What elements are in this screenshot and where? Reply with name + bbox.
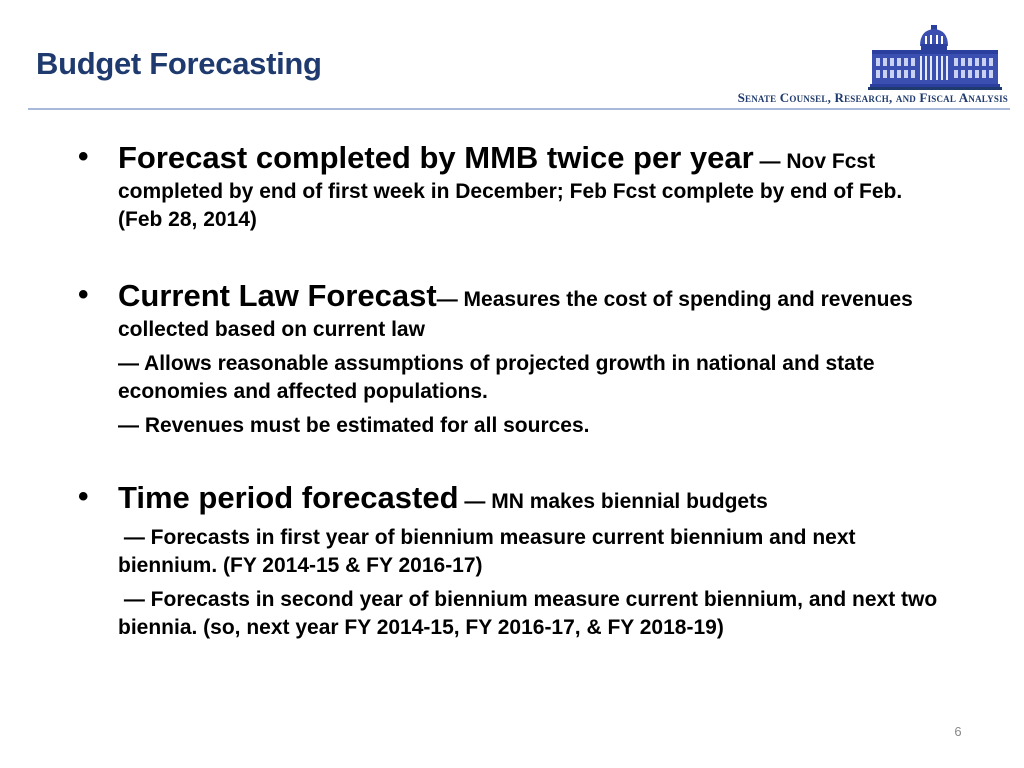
bullet-icon: • — [78, 480, 89, 513]
bullet-icon: • — [78, 278, 89, 311]
bullet-text: — MN makes biennial budgets — [458, 490, 768, 513]
page-number: 6 — [954, 724, 962, 739]
bullet-text: — Nov Fcst completed by end of first week in December; Feb Fcst complete by end of Feb. (Feb 28, 2014) — [118, 150, 903, 231]
slide-body — [78, 138, 948, 642]
bullet-item — [78, 276, 948, 440]
bullet-icon: • — [78, 140, 89, 173]
sub-point: — Forecasts in first year of biennium measure current biennium and next biennium. (FY 2014-15 & FY 2016-17) — [118, 526, 862, 577]
sub-point: — Revenues must be estimated for all sources. — [118, 414, 590, 437]
capitol-building-icon — [868, 22, 1002, 90]
bullet-lead: Current Law Forecast — [118, 278, 437, 313]
bullet-item — [78, 478, 948, 642]
bullet-text: — Measures the cost of spending and revenues collected based on current law — [118, 288, 913, 341]
bullet-lead: Time period forecasted — [118, 480, 459, 515]
bullet-lead: Forecast completed by MMB twice per year — [118, 140, 754, 175]
bullet-item — [78, 138, 948, 234]
slide-title: Budget Forecasting — [36, 46, 322, 81]
organization-name: Senate Counsel, Research, and Fiscal Analysis — [737, 90, 1008, 105]
header-divider — [28, 108, 1010, 110]
sub-point: — Forecasts in second year of biennium measure current biennium, and next two biennia. (so, next year FY 2014-15, FY 2016-17, & FY 2018-19) — [118, 588, 944, 639]
sub-point: — Allows reasonable assumptions of projected growth in national and state economies and affected populations. — [118, 352, 875, 403]
